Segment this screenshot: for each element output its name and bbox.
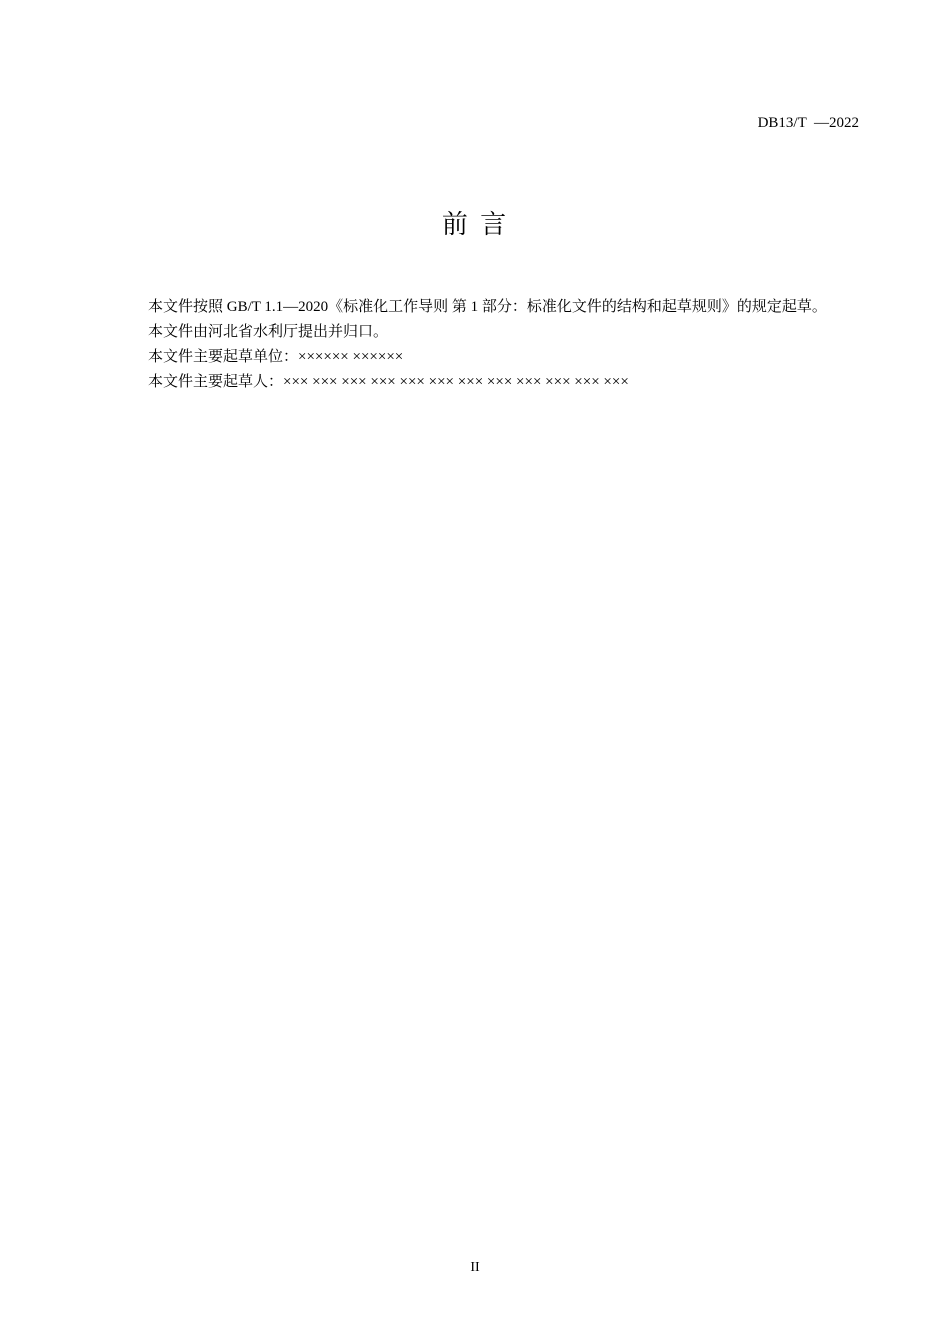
paragraph-drafters: 本文件主要起草人：××× ××× ××× ××× ××× ××× ××× ××× ××× ××× ××× ××× [148,374,629,390]
standard-code: DB13/T —2022 [757,115,859,131]
page-title: 前 言 [441,210,509,240]
foreword-body [114,295,859,395]
paragraph-drafting-units: 本文件主要起草单位：×××××× ×××××× [148,349,404,365]
paragraph-drafting-rules: 本文件按照 GB/T 1.1—2020《标准化工作导则 第 1 部分：标准化文件的结构和起草规则》的规定起草。 [148,299,827,315]
page-number: II [470,1260,480,1275]
paragraph-proposer: 本文件由河北省水利厅提出并归口。 [148,324,389,340]
